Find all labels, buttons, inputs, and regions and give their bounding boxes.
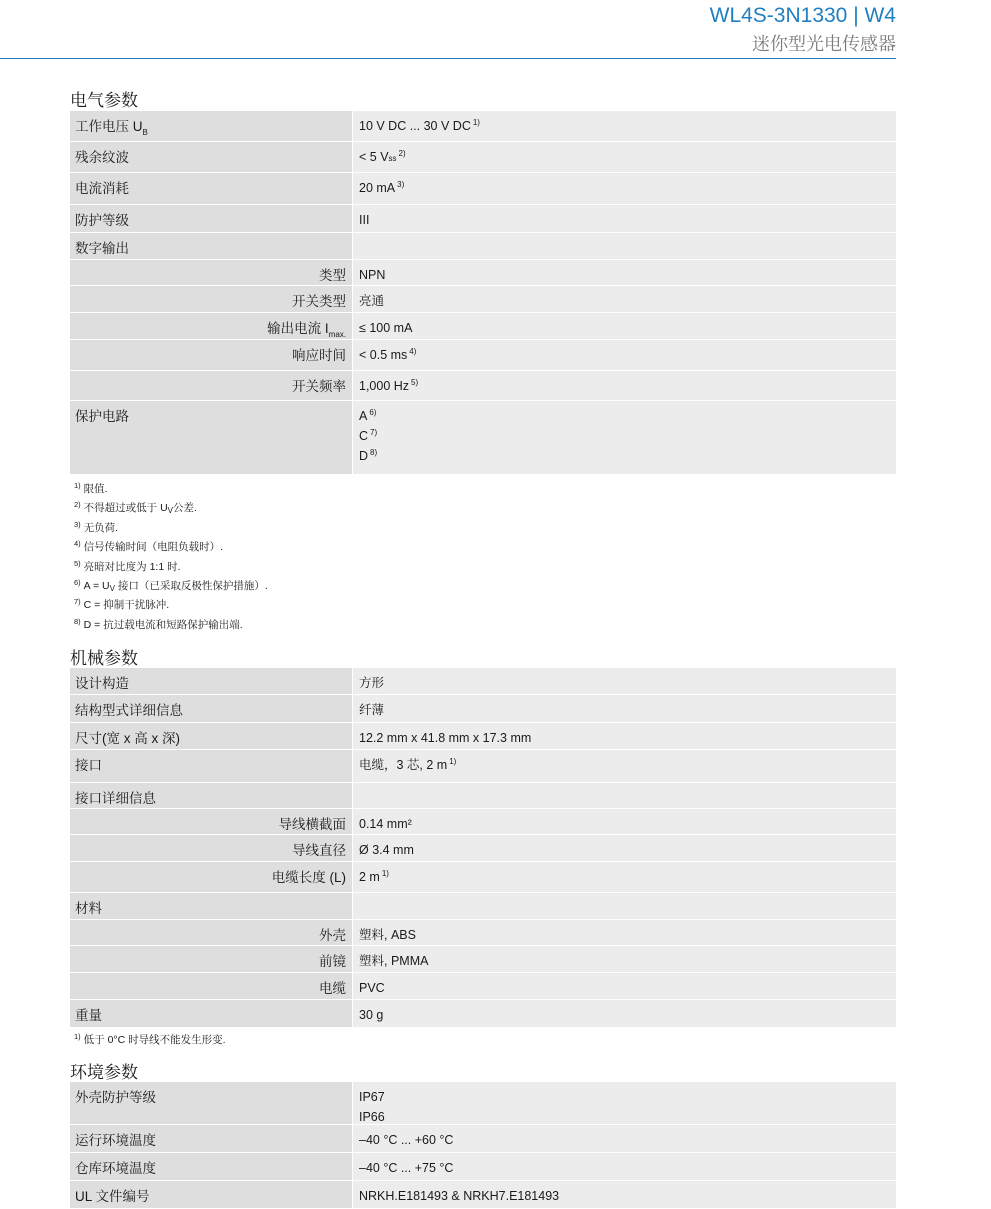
spec-label: [70, 1153, 353, 1180]
spec-row: [70, 973, 896, 1000]
spec-value-line: [359, 376, 890, 396]
spec-label: [70, 286, 353, 312]
spec-value-line: [359, 318, 890, 338]
spec-label-text: 开关类型: [292, 294, 346, 309]
spec-label: [70, 750, 353, 782]
spec-row: [70, 340, 896, 371]
spec-label: [70, 835, 353, 861]
spec-value-text: C: [359, 429, 369, 443]
spec-label-text: 保护电路: [75, 409, 129, 424]
spec-label-text: 防护等级: [75, 213, 129, 228]
spec-row: [70, 750, 896, 783]
spec-value-line: [359, 840, 890, 860]
spec-value: [353, 920, 896, 945]
spec-value-line: [359, 1130, 890, 1150]
spec-label: [70, 205, 353, 232]
footnote: [74, 480, 268, 499]
spec-label: [70, 893, 353, 919]
footnote-ref: 1): [381, 869, 389, 878]
footnote-text: 不得超过或低于 U: [83, 502, 168, 515]
spec-label-text: 残余纹波: [75, 150, 129, 165]
spec-label-text: 接口详细信息: [75, 791, 156, 806]
spec-label-text: 电缆: [319, 981, 346, 996]
footnote-mark: 7): [74, 597, 81, 607]
product-subtitle: 迷你型光电传感器: [752, 34, 896, 54]
spec-label-text: 响应时间: [292, 348, 346, 363]
spec-label: [70, 809, 353, 834]
spec-value: [353, 142, 896, 172]
spec-label: [70, 783, 353, 808]
spec-row: [70, 233, 896, 260]
spec-value-line: [359, 406, 890, 426]
footnote-ref: 8): [370, 448, 378, 457]
footnote-text: A = U: [83, 579, 110, 592]
spec-label-text: 接口: [75, 758, 102, 773]
spec-value: [353, 783, 896, 808]
spec-row: [70, 723, 896, 750]
spec-label-text: 前镜: [319, 954, 346, 969]
spec-value-text: IP66: [359, 1110, 385, 1124]
footnote: [74, 596, 268, 615]
footnote-ref: 7): [370, 428, 378, 437]
spec-row: [70, 1153, 896, 1181]
footnote-text: C = 抑制干扰脉冲.: [83, 599, 170, 612]
footnote-ref: 1): [472, 118, 480, 127]
electrical-section-title: 电气参数: [70, 91, 138, 110]
spec-row: [70, 1125, 896, 1153]
footnote-text: 限值.: [83, 483, 108, 495]
spec-label-text: 尺寸(宽 x 高 x 深): [75, 731, 180, 746]
spec-label-text: 外壳防护等级: [75, 1090, 156, 1105]
spec-row: [70, 862, 896, 893]
footnote-ref: 3): [397, 180, 405, 189]
spec-label: [70, 1181, 353, 1208]
footnote-ref: 4): [409, 347, 417, 356]
spec-label: [70, 920, 353, 945]
spec-value-line: [359, 673, 890, 693]
spec-value-line: [359, 147, 890, 167]
spec-value-text: 0.14 mm²: [359, 817, 412, 831]
mechanical-footnotes: [74, 1031, 226, 1050]
footnote-subscript: V: [167, 506, 174, 516]
spec-value: [353, 340, 896, 370]
spec-value-line: [359, 446, 890, 466]
spec-label: [70, 313, 353, 339]
spec-value-line: [359, 814, 890, 834]
spec-value-text: 塑料, PMMA: [359, 954, 429, 968]
spec-value-text: 30 g: [359, 1008, 384, 1022]
spec-row: [70, 668, 896, 695]
spec-value-text: –40 °C ... +75 °C: [359, 1161, 454, 1175]
spec-row: [70, 111, 896, 142]
spec-label: [70, 695, 353, 722]
spec-value-text: < 0.5 ms: [359, 348, 408, 362]
spec-value: [353, 835, 896, 861]
spec-label: [70, 340, 353, 370]
spec-value-text: 塑料, ABS: [359, 928, 416, 942]
spec-value-line: [359, 700, 890, 720]
spec-value: [353, 723, 896, 749]
spec-label: [70, 862, 353, 892]
spec-row: [70, 286, 896, 313]
footnote-ref: 2): [398, 149, 406, 158]
footnote-text: 无负荷.: [83, 521, 119, 534]
spec-label-text: 材料: [75, 901, 102, 916]
spec-row: [70, 313, 896, 340]
footnote: [74, 538, 268, 557]
footnote-text-tail: 接口（已采取反极性保护措施）.: [115, 579, 268, 592]
spec-value-text: 20 mA: [359, 181, 396, 195]
spec-value-text: Ø 3.4 mm: [359, 843, 414, 857]
spec-value-text: D: [359, 449, 369, 463]
spec-value-text: < 5 V: [359, 150, 389, 164]
spec-value-text: 2 m: [359, 870, 380, 884]
environment-section-title: 环境参数: [70, 1063, 138, 1082]
spec-row: [70, 142, 896, 173]
spec-label: [70, 233, 353, 259]
spec-value: [353, 893, 896, 919]
footnote-mark: 1): [74, 1032, 81, 1041]
spec-value-line: [359, 951, 890, 971]
spec-label: [70, 668, 353, 694]
footnote: [74, 519, 268, 538]
mechanical-section-title: 机械参数: [70, 649, 138, 668]
footnote: [74, 1031, 226, 1050]
spec-value: [353, 260, 896, 285]
spec-value-text: 12.2 mm x 41.8 mm x 17.3 mm: [359, 731, 532, 745]
spec-label-text: UL 文件编号: [75, 1189, 150, 1204]
spec-value: [353, 313, 896, 339]
spec-value: [353, 401, 896, 474]
spec-row: [70, 893, 896, 920]
spec-label-text: 设计构造: [75, 676, 129, 691]
spec-value: [353, 1181, 896, 1208]
spec-value: [353, 233, 896, 259]
spec-label-subscript: B: [142, 128, 148, 137]
spec-value-text: IP67: [359, 1090, 385, 1104]
spec-value: [353, 1082, 896, 1124]
spec-value: [353, 809, 896, 834]
spec-row: [70, 1082, 896, 1125]
spec-value-text: NRKH.E181493 & NRKH7.E181493: [359, 1189, 560, 1203]
spec-value-line: [359, 1005, 890, 1025]
spec-label: [70, 401, 353, 474]
header-divider: [0, 58, 896, 59]
product-title: WL4S-3N1330 | W4: [709, 4, 896, 27]
spec-row: [70, 1181, 896, 1209]
spec-label-text: 类型: [319, 268, 346, 283]
spec-label-text: 输出电流 I: [267, 321, 329, 336]
spec-value: [353, 1000, 896, 1027]
spec-value: [353, 371, 896, 400]
spec-value-line: [359, 978, 890, 998]
spec-value-line: [359, 1158, 890, 1178]
spec-label-text: 电流消耗: [75, 181, 129, 196]
spec-label-text: 外壳: [319, 928, 346, 943]
spec-value-text: NPN: [359, 268, 386, 282]
spec-label: [70, 142, 353, 172]
spec-value-line: [359, 1186, 890, 1206]
spec-value: [353, 973, 896, 999]
spec-value: [353, 1153, 896, 1180]
spec-value-line: [359, 345, 890, 365]
footnote-text: 低于 0°C 时导线不能发生形变.: [83, 1034, 226, 1046]
spec-label: [70, 1082, 353, 1124]
spec-value-line: [359, 1107, 890, 1127]
spec-value-line: [359, 728, 890, 748]
spec-row: [70, 401, 896, 475]
spec-value-line: [359, 755, 890, 775]
footnote-mark: 5): [74, 558, 81, 568]
spec-value: [353, 111, 896, 141]
spec-value: [353, 1125, 896, 1152]
spec-value: [353, 750, 896, 782]
spec-label-text: 开关频率: [292, 379, 346, 394]
spec-value-line: [359, 210, 890, 230]
electrical-footnotes: [74, 480, 268, 635]
spec-value-text: 纤薄: [359, 703, 385, 717]
footnote: [74, 499, 268, 518]
spec-value-text: PVC: [359, 981, 385, 995]
footnote: [74, 616, 268, 635]
environment-table: [70, 1082, 896, 1209]
spec-row: [70, 371, 896, 401]
electrical-table: [70, 111, 896, 475]
footnote-ref: 1): [449, 757, 457, 766]
spec-value-line: [359, 116, 890, 136]
footnote-mark: 1): [74, 481, 81, 490]
spec-label-text: 重量: [75, 1008, 102, 1023]
spec-label: [70, 173, 353, 204]
footnote-mark: 4): [74, 539, 81, 549]
spec-row: [70, 783, 896, 809]
spec-row: [70, 835, 896, 862]
spec-value-line: [359, 265, 890, 285]
spec-label-text: 仓库环境温度: [75, 1161, 156, 1176]
footnote-mark: 2): [74, 500, 81, 510]
spec-row: [70, 695, 896, 723]
footnote-mark: 8): [74, 616, 81, 626]
spec-value-text: 1,000 Hz: [359, 379, 410, 393]
spec-value-text: 方形: [359, 676, 385, 690]
footnote: [74, 558, 268, 577]
spec-value: [353, 862, 896, 892]
spec-value-line: [359, 925, 890, 945]
spec-label-text: 电缆长度 (L): [271, 870, 346, 885]
footnote-text: 信号传输时间（电阻负载时）.: [83, 541, 224, 554]
spec-value-text: 亮通: [359, 294, 385, 308]
spec-value-subscript: ss: [388, 154, 397, 163]
spec-label-text: 数字输出: [75, 241, 129, 256]
spec-value: [353, 286, 896, 312]
footnote-mark: 3): [74, 519, 81, 529]
spec-value-text: III: [359, 213, 370, 227]
spec-row: [70, 205, 896, 233]
footnote-text: 亮暗对比度为 1:1 时.: [83, 560, 181, 573]
spec-value: [353, 205, 896, 232]
spec-label-text: 结构型式详细信息: [75, 703, 183, 718]
spec-label: [70, 1125, 353, 1152]
spec-value-line: [359, 291, 890, 311]
footnote-subscript: V: [109, 583, 115, 593]
footnote-ref: 6): [369, 408, 377, 417]
spec-label-subscript: max.: [328, 330, 346, 339]
spec-value-line: [359, 867, 890, 887]
spec-label: [70, 723, 353, 749]
spec-row: [70, 809, 896, 835]
spec-label-text: 导线横截面: [278, 817, 346, 832]
spec-value: [353, 668, 896, 694]
spec-row: [70, 946, 896, 973]
footnote-ref: 5): [411, 378, 419, 387]
spec-value-text: 10 V DC ... 30 V DC: [359, 119, 471, 133]
spec-label: [70, 946, 353, 972]
spec-row: [70, 1000, 896, 1028]
spec-label: [70, 111, 353, 141]
spec-value-text: –40 °C ... +60 °C: [359, 1133, 454, 1147]
spec-row: [70, 173, 896, 205]
footnote: [74, 577, 268, 596]
spec-value-line: [359, 1087, 890, 1107]
spec-label-text: 运行环境温度: [75, 1133, 156, 1148]
spec-label: [70, 260, 353, 285]
spec-value-line: [359, 426, 890, 446]
spec-label: [70, 371, 353, 400]
spec-label-text: 工作电压 U: [75, 119, 143, 134]
spec-value-text: 电缆，3 芯, 2 m: [359, 758, 448, 772]
spec-label-text: 导线直径: [292, 843, 346, 858]
spec-label: [70, 1000, 353, 1027]
spec-value-text: A: [359, 409, 368, 423]
footnote-text-tail: 公差.: [173, 502, 197, 515]
spec-value: [353, 946, 896, 972]
spec-row: [70, 260, 896, 286]
mechanical-table: [70, 668, 896, 1028]
spec-value: [353, 695, 896, 722]
spec-label: [70, 973, 353, 999]
spec-value-line: [359, 178, 890, 198]
spec-row: [70, 920, 896, 946]
spec-value: [353, 173, 896, 204]
spec-value-text: ≤ 100 mA: [359, 321, 413, 335]
footnote-mark: 6): [74, 577, 81, 587]
footnote-text: D = 抗过载电流和短路保护输出端.: [83, 618, 243, 631]
